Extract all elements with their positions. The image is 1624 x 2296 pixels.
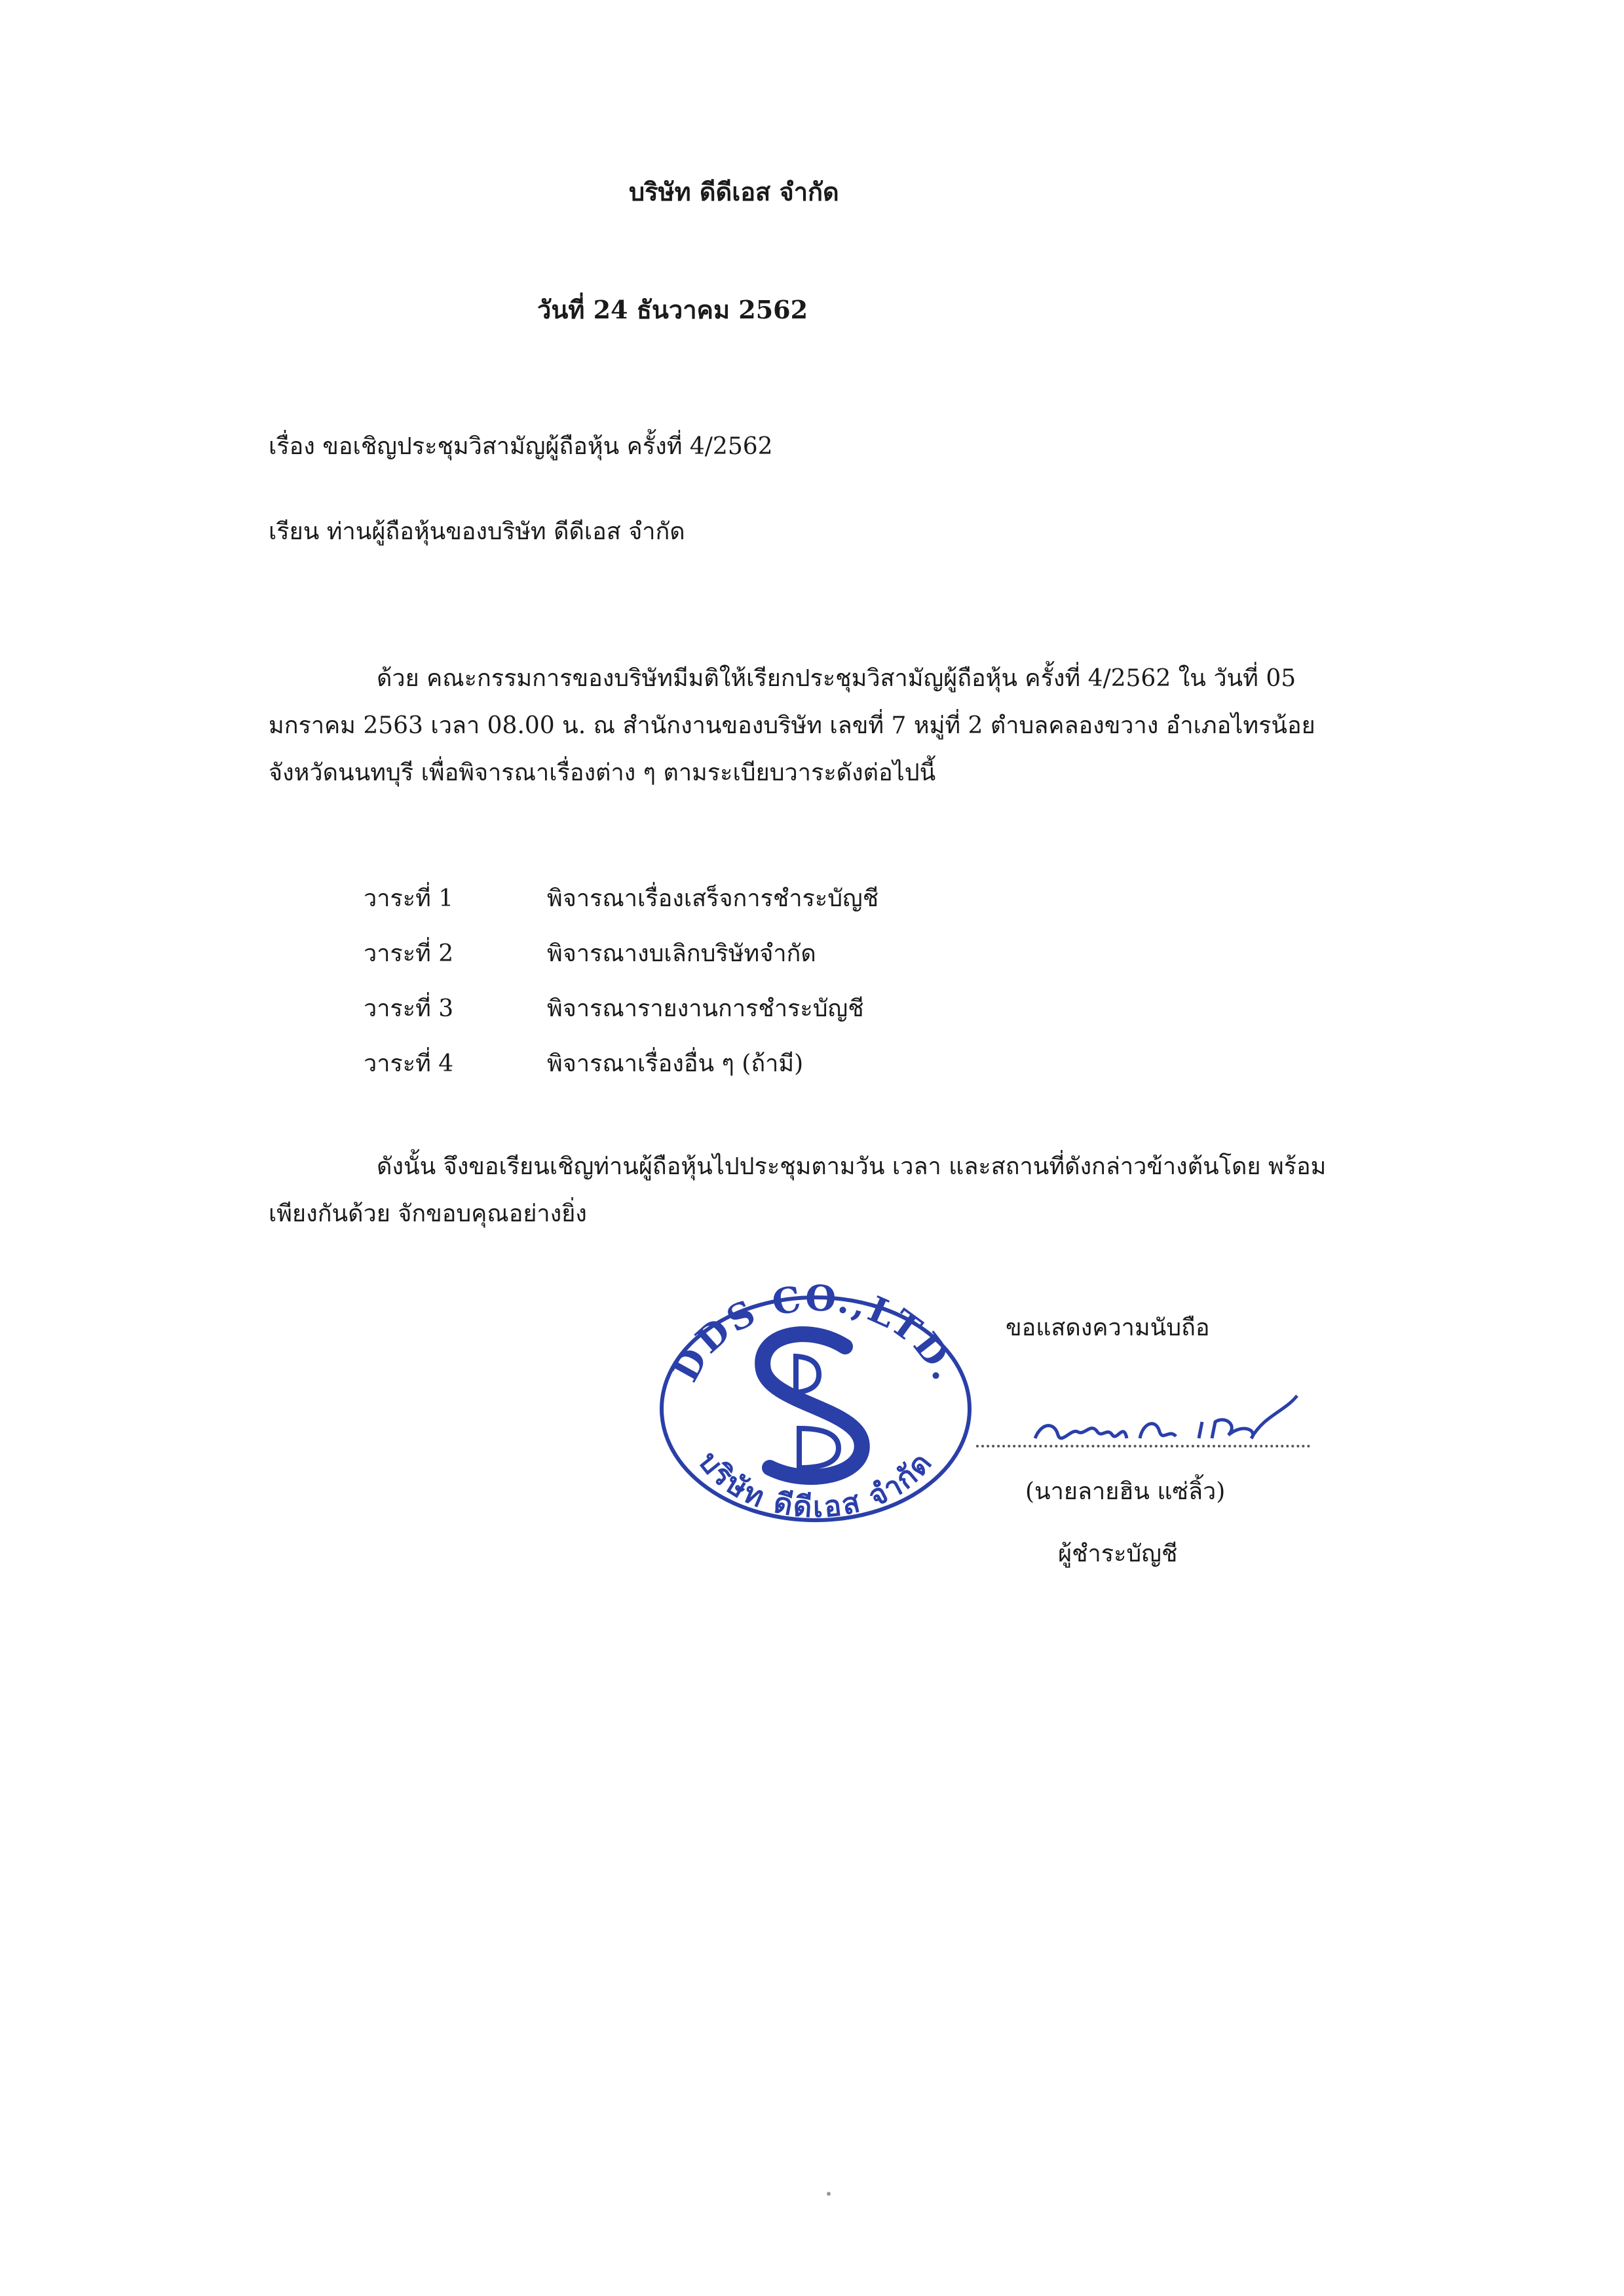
agenda-number: วาระที่ 3	[364, 995, 454, 1023]
svg-text:DDS CO.,LTD.: DDS CO.,LTD.	[664, 1278, 968, 1388]
company-stamp	[645, 1278, 986, 1527]
svg-text:บริษัท ดีดีเอส จำกัด: บริษัท ดีดีเอส จำกัด	[691, 1445, 940, 1525]
closing-paragraph: ดังนั้น จึงขอเรียนเชิญท่านผู้ถือหุ้นไปประชุมตามวัน เวลา และสถานที่ดังกล่าวข้างต้นโดย พร้อมเพียงกันด้วย จักขอบคุณอย่างยิ่ง	[269, 1153, 1327, 1227]
agenda-number: วาระที่ 4	[364, 1050, 454, 1078]
intro-paragraph: ด้วย คณะกรรมการของบริษัทมีมติให้เรียกประชุมวิสามัญผู้ถือหุ้น ครั้งที่ 4/2562 ใน วันที่ 05 มกราคม 2563 เวลา 08.00 น. ณ สำนักงานของบริษัท เลขที่ 7 หมู่ที่ 2 ตำบลคลองขวาง อำเภอไทรน้อย จังหวัดนนทบุรี เพื่อพิจารณาเรื่องต่าง ๆ ตามระเบียบวาระดังต่อไปนี้	[269, 665, 1315, 786]
agenda-list	[364, 871, 878, 1092]
scan-speck	[827, 2192, 831, 2196]
company-title: บริษัท ดีดีเอส จำกัด	[629, 177, 839, 206]
agenda-number: วาระที่ 1	[364, 885, 454, 913]
signature-closing: ขอแสดงความนับถือ	[1006, 1314, 1210, 1341]
letter-recipient: เรียน ท่านผู้ถือหุ้นของบริษัท ดีดีเอส จำกัด	[269, 518, 685, 545]
agenda-text: พิจารณาเรื่องเสร็จการชำระบัญชี	[547, 885, 879, 913]
agenda-text: พิจารณารายงานการชำระบัญชี	[547, 995, 864, 1023]
agenda-item	[364, 871, 878, 927]
agenda-item	[364, 982, 878, 1037]
agenda-text: พิจารณาเรื่องอื่น ๆ (ถ้ามี)	[547, 1050, 804, 1078]
agenda-item	[364, 927, 878, 982]
signatory-title: ผู้ชำระบัญชี	[1058, 1540, 1178, 1567]
agenda-item	[364, 1037, 878, 1092]
letter-subject: เรื่อง ขอเชิญประชุมวิสามัญผู้ถือหุ้น ครั้งที่ 4/2562	[269, 433, 773, 460]
signatory-name: (นายลายฮิน แซ่ลิ้ว)	[1025, 1478, 1226, 1505]
agenda-text: พิจารณางบเลิกบริษัทจำกัด	[547, 940, 816, 968]
agenda-number: วาระที่ 2	[364, 940, 454, 968]
letter-date: วันที่ 24 ธันวาคม 2562	[537, 295, 808, 324]
handwritten-signature	[1029, 1376, 1310, 1455]
